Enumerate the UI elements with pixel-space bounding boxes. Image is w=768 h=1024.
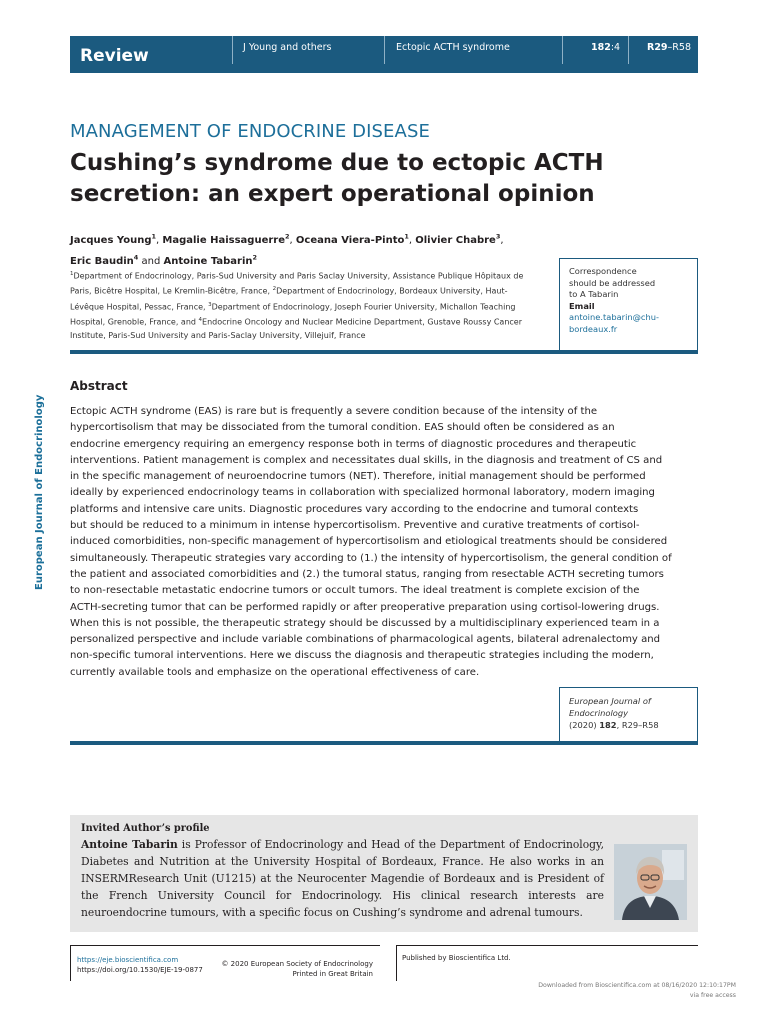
abstract-line: When this is not possible, the therapeutic strategy should be discussed by a multidisciplinary experienced team in a <box>70 617 660 629</box>
title-line: secretion: an expert operational opinion <box>70 181 595 207</box>
footer-links <box>77 955 203 975</box>
download-stamp <box>538 981 736 1001</box>
correspondence-text: Correspondence <box>569 266 637 276</box>
abstract-line: the patient and associated comorbidities and (2.) the tumoral status, ranging from resectable ACTH secreting tumors <box>70 568 664 580</box>
section-divider <box>70 350 698 354</box>
author-profile-box <box>70 815 698 932</box>
author: Magalie Haissaguerre$^2$, <box>162 233 296 247</box>
header-divider <box>384 36 385 64</box>
correspondence-text: to A Tabarin <box>569 289 619 300</box>
citation-box <box>559 687 698 743</box>
footer-copyright <box>221 959 373 979</box>
citation-details: (2020) 182, R29–R58 <box>569 719 659 730</box>
article-title <box>70 148 670 210</box>
profile-heading: Invited Author’s profile <box>81 823 210 834</box>
abstract-line: personalized perspective and include variable combinations of pharmacological agents, bilateral adrenalectomy and <box>70 634 661 646</box>
abstract-line: hypercortisolism that may be dissociated from the tumoral condition. EAS should often be considered as an <box>70 422 615 434</box>
abstract-line: but should be reduced to a minimum in intense hypercortisolism. Preventive and curative treatments of cortisol- <box>70 520 640 532</box>
header-divider <box>562 36 563 64</box>
publisher-text: Published by Bioscientifica Ltd. <box>402 954 511 962</box>
author-portrait-icon <box>614 844 687 920</box>
email-label: Email <box>569 300 595 311</box>
author-photo <box>614 844 687 920</box>
author: Jacques Young$^1$, <box>70 233 163 247</box>
doi-link[interactable]: https://doi.org/10.1530/EJE-19-0877 <box>77 966 203 974</box>
profile-text: Antoine Tabarin is Professor of Endocrinology and Head of the Department of Endocrinology, Diabetes and Nutrition at the University Hospital of Bordeaux, France. He also works in an INSERMResearch Unit (U1215) at the Neurocenter Magendie of Bordeaux and is President of the French University Council for Endocrinology. His clinical research interests are neuroendocrine tumours, with a specific focus on Cushing’s syndrome and adrenal tumours. <box>81 838 604 919</box>
email-link[interactable]: antoine.tabarin@chu- bordeaux.fr <box>569 312 660 334</box>
abstract-line: induced comorbidities, non-specific management of hypercortisolism and etiological treatments should be considered <box>70 536 668 548</box>
author: Antoine Tabarin$^2$ <box>163 253 258 267</box>
abstract-line: simultaneously. Therapeutic strategies vary according to (1.) the intensity of hypercortisolism, the general condition of <box>70 552 672 564</box>
correspondence-box <box>559 258 698 352</box>
section-divider <box>70 741 698 745</box>
abstract-body <box>70 404 698 681</box>
abstract-line: currently available tools and emphasize on the operational effectiveness of care. <box>70 666 480 678</box>
abstract-line: ACTH-secreting tumor that can be performed rapidly or after preoperative preparation using cortisol-lowering drugs. <box>70 601 660 613</box>
header-pages: R29–R58 <box>647 42 691 53</box>
abstract-line: Ectopic ACTH syndrome (EAS) is rare but is frequently a severe condition because of the intensity of the <box>70 406 598 417</box>
download-text: via free access <box>689 992 736 999</box>
abstract-line: non-specific tumoral interventions. Here we discuss the diagnosis and therapeutic strategies including the modern, <box>70 650 654 662</box>
header-divider <box>232 36 233 64</box>
citation-journal: European Journal of <box>569 696 651 706</box>
abstract-line: endocrine emergency requiring an emergency response both in terms of diagnostic procedures and therapeutic <box>70 438 637 450</box>
abstract-line: ideally by experienced endocrinology teams in collaboration with specialized hormonal laboratory, modern imaging <box>70 487 655 499</box>
section-label: Review <box>80 46 149 66</box>
header-volume: 182:4 <box>591 42 621 53</box>
abstract-line: in the specific management of neuroendocrine tumors (NET). Therefore, initial management should be performed <box>70 471 646 483</box>
journal-header-bar <box>70 36 698 73</box>
affiliations: $^1$Department of Endocrinology, Paris-Sud University and Paris Saclay University, Assistance Publique Hôpitaux de Paris, Bicêtre Hospital, Le Kremlin-Bicêtre, France, $^2$Department of Endocrinology, Bordeaux University, Haut-Lévêque Hospital, Pessac, France, $^3$Department of Endocrinology, Joseph Fourier University, Michallon Teaching Hospital, Grenoble, France, and $^4$Endocrine Oncology and Nuclear Medicine Department, Gustave Roussy Cancer Institute, Paris-Sud University and Paris-Saclay University, Villejuif, France <box>70 271 524 340</box>
title-line: Cushing’s syndrome due to ectopic ACTH <box>70 150 604 176</box>
header-topic: Ectopic ACTH syndrome <box>396 42 510 53</box>
author: Eric Baudin$^4$ and <box>70 253 164 267</box>
header-divider <box>628 36 629 64</box>
citation-journal: Endocrinology <box>569 707 629 718</box>
abstract-heading: Abstract <box>70 379 128 393</box>
author: Olivier Chabre$^3$, <box>415 233 504 247</box>
copyright-text: © 2020 European Society of Endocrinology <box>221 960 373 968</box>
footer-info <box>70 945 380 981</box>
abstract-line: platforms and intensive care units. Diagnostic procedures vary according to the endocrine and tumoral contexts <box>70 503 639 515</box>
journal-side-label: European Journal of Endocrinology <box>34 394 45 590</box>
footer-publisher <box>396 945 698 981</box>
journal-url-link[interactable]: https://eje.bioscientifica.com <box>77 956 179 964</box>
article-category: MANAGEMENT OF ENDOCRINE DISEASE <box>70 121 430 142</box>
correspondence-text: should be addressed <box>569 277 656 288</box>
abstract-line: interventions. Patient management is complex and necessitates dual skills, in the diagnosis and treatment of CS and <box>70 454 663 466</box>
author-list <box>70 229 550 270</box>
author: Oceana Viera-Pinto$^1$, <box>295 233 416 247</box>
abstract-line: to non-resectable metastatic endocrine tumors or occult tumors. The ideal treatment is complete excision of the <box>70 585 640 597</box>
header-authors: J Young and others <box>243 42 332 53</box>
download-text: Downloaded from Bioscientifica.com at 08/16/2020 12:10:17PM <box>538 982 736 989</box>
printed-text: Printed in Great Britain <box>292 970 373 978</box>
